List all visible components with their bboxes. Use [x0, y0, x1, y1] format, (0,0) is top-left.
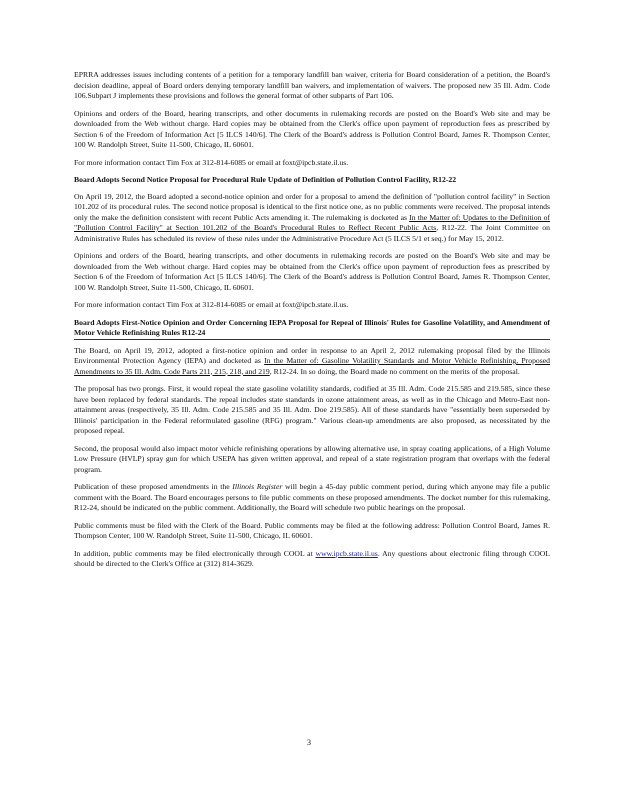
illinois-register-title: Illinois Register	[232, 482, 283, 491]
heading-r12-22: Board Adopts Second Notice Proposal for Procedural Rule Update of Definition of Pollution Control Facility, R12-22	[74, 175, 457, 184]
text-span: Publication of these proposed amendments in the	[74, 482, 233, 491]
text-span: will begin a 45-day public comment period, during which anyone may file a public comment with the Board. The Board encourages persons to file public comments on these proposed amendments. The docket number for this rulemaking, R12-24, should be indicated on the public comment. Additionally, the Board will schedule two public hearings on the proposal.	[74, 482, 551, 512]
text-span: . Any questions about electronic filing through COOL should be directed to the Clerk's Office at (312) 814-3629.	[74, 548, 550, 568]
paragraph-eprra: EPRRA addresses issues including contents of a petition for a temporary landfill ban waiver, criteria for Board consideration of a petition, the Board's decision deadline, appeal of Board orders denying temporary landfill ban waivers, and implementation of waivers. The proposed new 35 Ill. Adm. Code 106.Subpart J implements these provisions and follows the general format of other subparts of Part 106.	[74, 70, 550, 100]
paragraph-two-prongs: The proposal has two prongs. First, it would repeal the state gasoline volatility standards, codified at 35 Ill. Adm. Code 215.585 and 219.585, since these have been replaced by federal standards. The repeal includes state standards in ozone attainment areas, as well as in the Chicago and Metro-East non-attainment areas (respectively, 35 Ill. Adm. Code 215.585 and 35 Ill. Adm. Doe 219.585). All of these standards have "essentially been superseded by Illinois' participation in the Federal reformulated gasoline (RFG) program." Various clean-up amendments are also proposed, as necessitated by the proposed repeal.	[74, 384, 550, 435]
paragraph-public-comments: Public comments must be filed with the Clerk of the Board. Public comments may be filed at the following address: Pollution Control Board, James R. Thompson Center, 100 W. Randolph Street, Suite 11-500, Chicago, IL 60601.	[74, 520, 550, 540]
text-span: The Board, on April 19, 2012, adopted a first-notice opinion and order in response to an April 2, 2012 rulemaking proposal filed by the Illinois Environmental Protection Agency (IEPA) and docketed as	[74, 345, 550, 365]
page-number: 3	[307, 738, 311, 747]
text-span: In addition, public comments may be filed electronically through COOL at	[74, 548, 316, 558]
paragraph-r12-22	[74, 192, 550, 245]
paragraph-r12-24-intro	[74, 346, 550, 378]
paragraph-publication	[74, 482, 550, 514]
rulemaking-title-r12-24: In the Matter of: Gasoline Volatility Standards and Motor Vehicle Refinishing, Proposed Amendments to 35 Ill. Adm. Code Parts 211, 215, 218, and 219	[74, 356, 551, 376]
paragraph-opinions-2: Opinions and orders of the Board, hearing transcripts, and other documents in rulemaking records are posted on the Board's Web site and may be downloaded from the Web without charge. Hard copies may be obtained from the Clerk's office upon payment of reproduction fees as prescribed by Section 6 of the Freedom of Information Act [5 ILCS 140/6]. The Clerk of the Board's address is Pollution Control Board, James R. Thompson Center, 100 W. Randolph Street, Suite 11-500, Chicago, IL 60601.	[74, 251, 550, 292]
text-span: , R12-22. The Joint Committee on Administrative Rules has scheduled its review of these rules under the Administrative Procedure Act (5 ILCS 5/1 et seq.) for May 15, 2012.	[74, 223, 550, 243]
text-span: , R12-24. In so doing, the Board made no comment on the merits of the proposal.	[269, 366, 520, 376]
document-body	[74, 70, 550, 577]
paragraph-contact-1: For more information contact Tim Fox at 312-814-6085 or email at foxt@ipcb.state.il.us.	[74, 157, 349, 167]
paragraph-second-prong: Second, the proposal would also impact motor vehicle refinishing operations by allowing alternative use, in spray coating applications, of a High Volume Low Pressure (HVLP) spray gun for which USEPA has given written approval, and repeal of a state registration program that overlaps with the federal program.	[74, 443, 550, 474]
rulemaking-title-r12-22: In the Matter of: Updates to the Definition of "Pollution Control Facility" at Section 101.202 of the Board's Procedural Rules to Reflect Recent Public Acts	[74, 212, 551, 232]
paragraph-electronic-filing	[74, 549, 550, 570]
heading-r12-24: Board Adopts First-Notice Opinion and Order Concerning IEPA Proposal for Repeal of Illinois' Rules for Gasoline Volatility, and Amendment of Motor Vehicle Refinishing Rules R12-24	[74, 318, 550, 340]
ipcb-website-link[interactable]: www.ipcb.state.il.us	[315, 548, 378, 558]
paragraph-contact-2: For more information contact Tim Fox at 312-814-6085 or email at foxt@ipcb.state.il.us.	[74, 300, 349, 309]
text-span: On April 19, 2012, the Board adopted a second-notice opinion and order for a proposal to amend the definition of "pollution control facility" in Section 101.202 of its procedural rules. The second notice proposal is identical to the first notice one, as no public comments were received. The proposal intends only the make the definition consistent with recent Public Acts amending it. The rulemaking is docketed as	[74, 191, 550, 222]
paragraph-opinions-1: Opinions and orders of the Board, hearing transcripts, and other documents in rulemaking records are posted on the Board's Web site and may be downloaded from the Web without charge. Hard copies may be obtained from the Clerk's office upon payment of reproduction fees as prescribed by Section 6 of the Freedom of Information Act [5 ILCS 140/6]. The Clerk of the Board's address is Pollution Control Board, James R. Thompson Center, 100 W. Randolph Street, Suite 11-500, Chicago, IL 60601.	[74, 108, 550, 149]
